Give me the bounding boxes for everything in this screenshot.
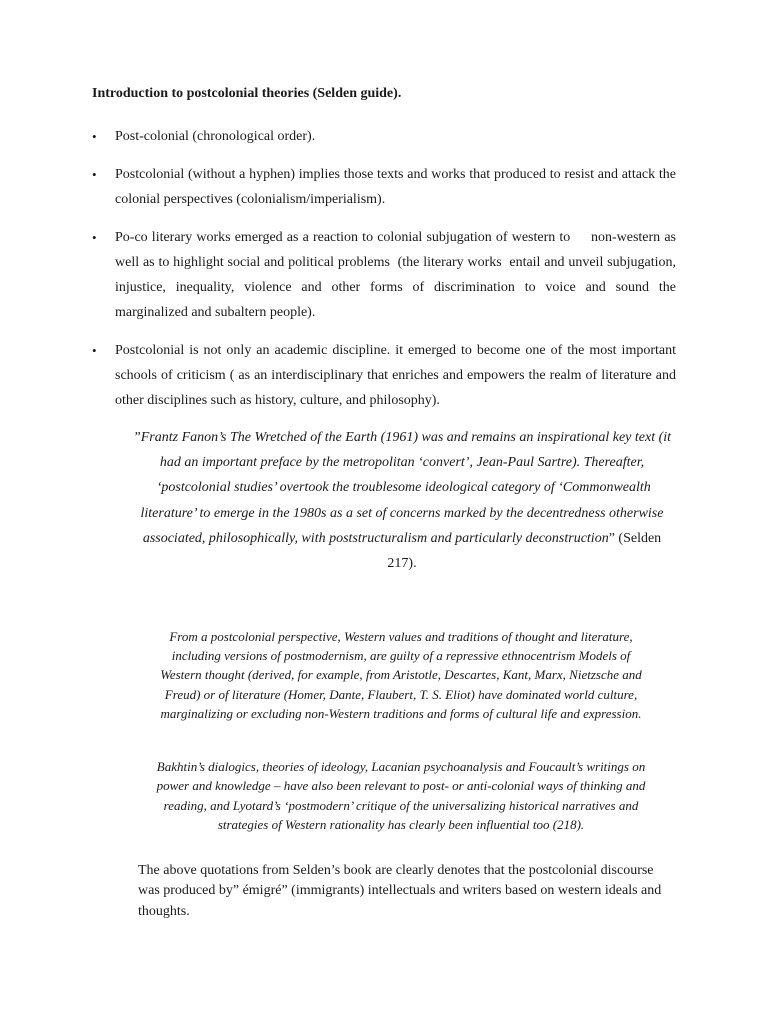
bullet-icon: •	[92, 230, 97, 245]
bullet-icon: •	[92, 129, 97, 144]
bullet-icon: •	[92, 167, 97, 182]
bullet-text: Postcolonial is not only an academic discipline. it emerged to become one of the most important schools of criticism ( as an interdisciplinary that enriches and empowers the realm of literature and other disciplines such as history, culture, and philosophy).	[115, 343, 676, 408]
bullet-text: Post-colonial (chronological order).	[115, 129, 316, 144]
bullet-text: Postcolonial (without a hyphen) implies those texts and works that produced to resist and attack the colonial perspectives (colonialism/imperialism).	[115, 167, 676, 207]
list-item	[92, 162, 676, 212]
document-title: Introduction to postcolonial theories (Selden guide).	[92, 86, 402, 101]
bullet-text: Po-co literary works emerged as a reaction to colonial subjugation of western to non-western as well as to highlight social and political problems (the literary works entail and unveil subjugation, injustice, inequality, violence and other forms of discrimination to voice and sound the marginalized and subaltern people).	[115, 230, 676, 320]
postcolonial-perspective-quote: From a postcolonial perspective, Western values and traditions of thought and literature, including versions of postmodernism, are guilty of a repressive ethnocentrism Models of Western thought (derived, for example, from Aristotle, Descartes, Kant, Marx, Nietzsche and Freud) or of literature (Homer, Dante, Flaubert, T. S. Eliot) have dominated world culture, marginalizing or excluding non-Western traditions and forms of cultural life and expression.	[160, 629, 642, 721]
bakhtin-quote: Bakhtin’s dialogics, theories of ideology, Lacanian psychoanalysis and Foucault’s writings on power and knowledge – have also been relevant to post- or anti-colonial ways of thinking and reading, and Lyotard’s ‘postmodern’ critique of the universalizing historical narratives and strategies of Western rationality has clearly been influential too (218).	[156, 759, 646, 833]
fanon-quote-text: ”Frantz Fanon’s The Wretched of the Earth (1961) was and remains an inspirational key text (it had an important preface by the metropolitan ‘convert’, Jean-Paul Sartre). Thereafter, ‘postcolonial studies’ overtook the troublesome ideological category of ‘Commonwealth literature’ to emerge in the 1980s as a set of concerns marked by the decentredness otherwise associated, philosophically, with poststructuralism and particularly deconstruction	[132, 430, 672, 546]
list-item	[92, 124, 676, 149]
list-item	[92, 225, 676, 325]
fanon-quote-citation: ” (Selden 217).	[387, 530, 662, 572]
list-item	[92, 338, 676, 413]
bullet-list	[92, 124, 676, 426]
bullet-icon: •	[92, 343, 97, 358]
closing-paragraph: The above quotations from Selden’s book are clearly denotes that the postcolonial discourse was produced by” émigré” (immigrants) intellectuals and writers based on western ideals and thoughts.	[138, 863, 662, 919]
fanon-quote	[128, 425, 676, 576]
